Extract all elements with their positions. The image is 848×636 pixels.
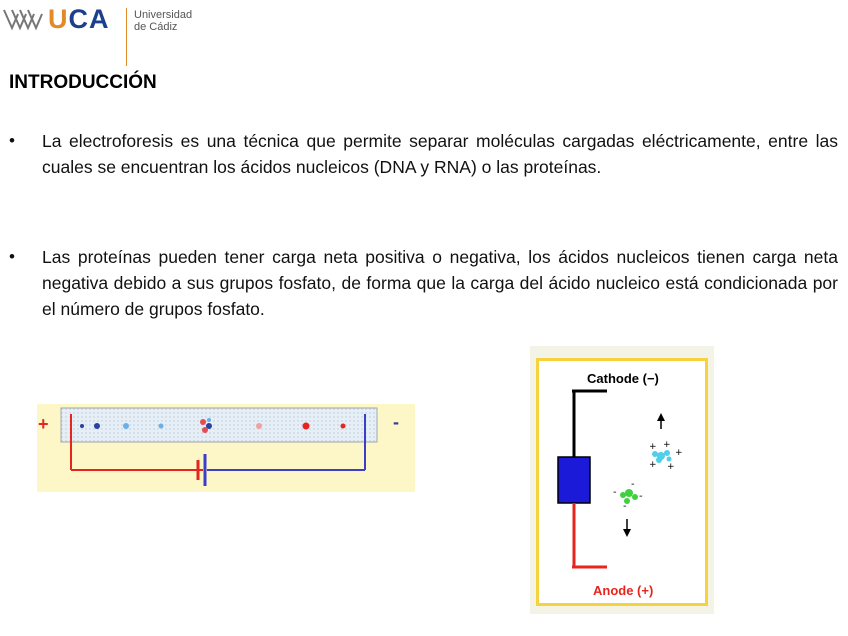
- logo-divider: [126, 8, 127, 66]
- svg-text:-: -: [639, 491, 643, 502]
- gel-diagram: [37, 404, 415, 492]
- svg-text:+: +: [663, 440, 671, 450]
- svg-text:-: -: [613, 487, 617, 498]
- gel-electrophoresis-figure: [37, 404, 415, 492]
- bullet-text-1: La electroforesis es una técnica que permite separar moléculas cargadas eléctricamente, entre las cuales se encuentran los ácidos nucleicos (DNA y RNA) o las proteínas.: [42, 131, 838, 177]
- svg-text:+: +: [675, 448, 683, 458]
- anode-label: Anode (+): [593, 583, 654, 598]
- section-title: INTRODUCCIÓN: [9, 72, 157, 93]
- svg-text:+: +: [667, 462, 675, 472]
- cell-diagram: [539, 361, 705, 603]
- cathode-label: Cathode (−): [587, 371, 659, 386]
- svg-text:+: +: [649, 442, 657, 452]
- positive-electrode-label: +: [38, 414, 49, 434]
- cell-frame: [536, 358, 708, 606]
- svg-text:+: +: [649, 460, 657, 470]
- svg-text:-: -: [631, 479, 635, 490]
- bullet-text-2: Las proteínas pueden tener carga neta positiva o negativa, los ácidos nucleicos tienen carga neta negativa debido a sus grupos fosfato, de forma que la carga del ácido nucleico está condicionada por el número de grupos fosfato.: [42, 247, 838, 319]
- bullet-marker: •: [9, 247, 15, 266]
- uca-logo: UCA: [48, 4, 110, 34]
- negative-electrode-label: -: [393, 412, 399, 432]
- header: [0, 0, 848, 70]
- university-name: Universidad de Cádiz: [134, 9, 193, 33]
- bullet-marker: •: [9, 131, 15, 150]
- svg-text:-: -: [623, 501, 627, 512]
- electrophoresis-cell-figure: [530, 346, 714, 614]
- university-crest-icon: [2, 6, 46, 32]
